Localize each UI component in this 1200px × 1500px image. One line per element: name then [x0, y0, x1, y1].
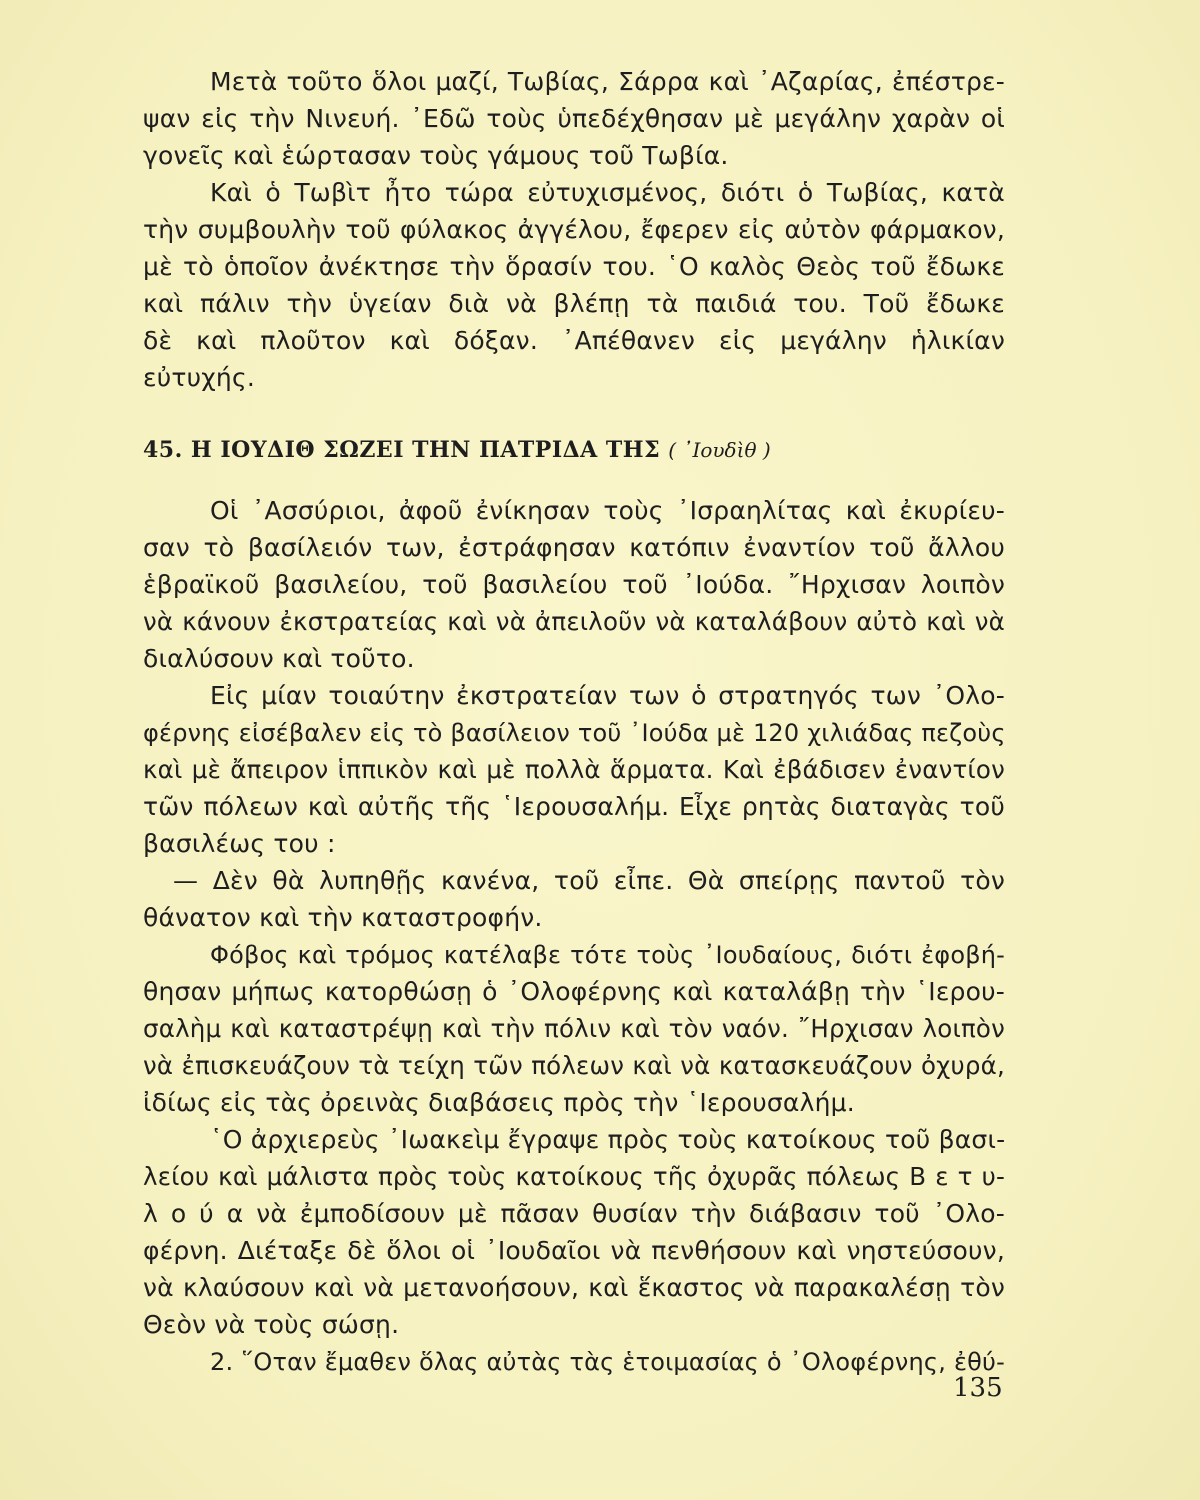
text-line: εὐτυχής. [143, 363, 256, 392]
text-line: σαν τὸ βασίλειόν των, ἐστράφησαν κατόπιν ἐναντίον τοῦ ἄλλου [143, 533, 1005, 562]
text-line: ἰδίως εἰς τὰς ὀρεινὰς διαβάσεις πρὸς τὴν ῾Ιερουσαλήμ. [143, 1088, 855, 1117]
text-line: λ ο ύ α νὰ ἐμποδίσουν μὲ πᾶσαν θυσίαν τὴν διάβασιν τοῦ ᾿Ολο- [143, 1199, 1005, 1228]
text-line: καὶ πάλιν τὴν ὑγείαν διὰ νὰ βλέπῃ τὰ παιδιά του. Τοῦ ἔδωκε [143, 289, 1005, 318]
text-line: τὴν συμβουλὴν τοῦ φύλακος ἀγγέλου, ἔφερεν εἰς αὐτὸν φάρμακον, [143, 215, 1005, 244]
text-line: Μετὰ τοῦτο ὅλοι μαζί, Τωβίας, Σάρρα καὶ ᾿Αζαρίας, ἐπέστρε- [210, 67, 1005, 96]
text-line: Οἱ ᾿Ασσύριοι, ἀφοῦ ἐνίκησαν τοὺς ᾿Ισραηλίτας καὶ ἐκυρίευ- [210, 496, 1005, 525]
text-line: Εἰς μίαν τοιαύτην ἐκστρατείαν των ὁ στρατηγός των ᾿Ολο- [210, 681, 1005, 710]
text-line: σαλὴμ καὶ καταστρέψῃ καὶ τὴν πόλιν καὶ τὸν ναόν. ῎Ηρχισαν λοιπὸν [143, 1014, 1005, 1043]
text-line: νὰ κλαύσουν καὶ νὰ μετανοήσουν, καὶ ἕκαστος νὰ παρακαλέσῃ τὸν [143, 1273, 1005, 1302]
text-line: λείου καὶ μάλιστα πρὸς τοὺς κατοίκους τῆς ὀχυρᾶς πόλεως Β ε τ υ- [143, 1162, 1005, 1191]
text-line: ψαν εἰς τὴν Νινευή. ᾿Εδῶ τοὺς ὑπεδέχθησαν μὲ μεγάλην χαρὰν οἱ [143, 104, 1005, 133]
text-line: ῾Ο ἀρχιερεὺς ᾿Ιωακεὶμ ἔγραψε πρὸς τοὺς κατοίκους τοῦ βασι- [210, 1125, 1006, 1154]
text-line: νὰ κάνουν ἐκστρατείας καὶ νὰ ἀπειλοῦν νὰ καταλάβουν αὐτὸ καὶ νὰ [143, 607, 1005, 636]
text-line: 2. ῞Οταν ἔμαθεν ὅλας αὐτὰς τὰς ἑτοιμασίας ὁ ᾿Ολοφέρνης, ἐθύ- [210, 1348, 1005, 1376]
text-line: βασιλέως του : [143, 829, 336, 858]
text-line: ἑβραϊκοῦ βασιλείου, τοῦ βασιλείου τοῦ ᾿Ιούδα. ῎Ηρχισαν λοιπὸν [143, 570, 1005, 599]
chapter-title: 45. Η ΙΟΥΔΙΘ ΣΩΖΕΙ ΤΗΝ ΠΑΤΡΙΔΑ ΤΗΣ [143, 437, 661, 463]
text-line: δὲ καὶ πλοῦτον καὶ δόξαν. ᾿Απέθανεν εἰς μεγάλην ἡλικίαν [143, 326, 1005, 355]
text-line: διαλύσουν καὶ τοῦτο. [143, 644, 415, 673]
text-line: — Δὲν θὰ λυπηθῇς κανένα, τοῦ εἶπε. Θὰ σπείρῃς παντοῦ τὸν [173, 866, 1005, 895]
text-line: καὶ μὲ ἄπειρον ἱππικὸν καὶ μὲ πολλὰ ἅρματα. Καὶ ἐβάδισεν ἐναντίον [143, 755, 1005, 784]
page-number: 135 [953, 1373, 1003, 1403]
text-line: Θεὸν νὰ τοὺς σώσῃ. [143, 1310, 400, 1339]
text-line: νὰ ἐπισκευάζουν τὰ τείχη τῶν πόλεων καὶ νὰ κατασκευάζουν ὀχυρά, [143, 1051, 1005, 1080]
text-line: φέρνης εἰσέβαλεν εἰς τὸ βασίλειον τοῦ ᾿Ιούδα μὲ 120 χιλιάδας πεζοὺς [143, 719, 1006, 747]
text-line: μὲ τὸ ὁποῖον ἀνέκτησε τὴν ὅρασίν του. ῾Ο καλὸς Θεὸς τοῦ ἔδωκε [143, 252, 1005, 281]
text-line: Φόβος καὶ τρόμος κατέλαβε τότε τοὺς ᾿Ιουδαίους, διότι ἐφοβή- [210, 941, 1005, 969]
text-line: γονεῖς καὶ ἑώρτασαν τοὺς γάμους τοῦ Τωβία. [143, 141, 729, 170]
text-line: θησαν μήπως κατορθώσῃ ὁ ᾿Ολοφέρνης καὶ καταλάβῃ τὴν ῾Ιερου- [143, 977, 1005, 1006]
text-line: φέρνη. Διέταξε δὲ ὅλοι οἱ ᾿Ιουδαῖοι νὰ πενθήσουν καὶ νηστεύσουν, [143, 1236, 1005, 1265]
text-line: Καὶ ὁ Τωβὶτ ἦτο τώρα εὐτυχισμένος, διότι ὁ Τωβίας, κατὰ [210, 178, 1005, 207]
text-line: τῶν πόλεων καὶ αὐτῆς τῆς ῾Ιερουσαλήμ. Εἶχε ρητὰς διαταγὰς τοῦ [143, 792, 1005, 821]
text-line: θάνατον καὶ τὴν καταστροφήν. [143, 903, 543, 932]
chapter-source: ( ᾿Ιουδὶθ ) [668, 438, 771, 462]
chapter-heading [143, 432, 771, 468]
